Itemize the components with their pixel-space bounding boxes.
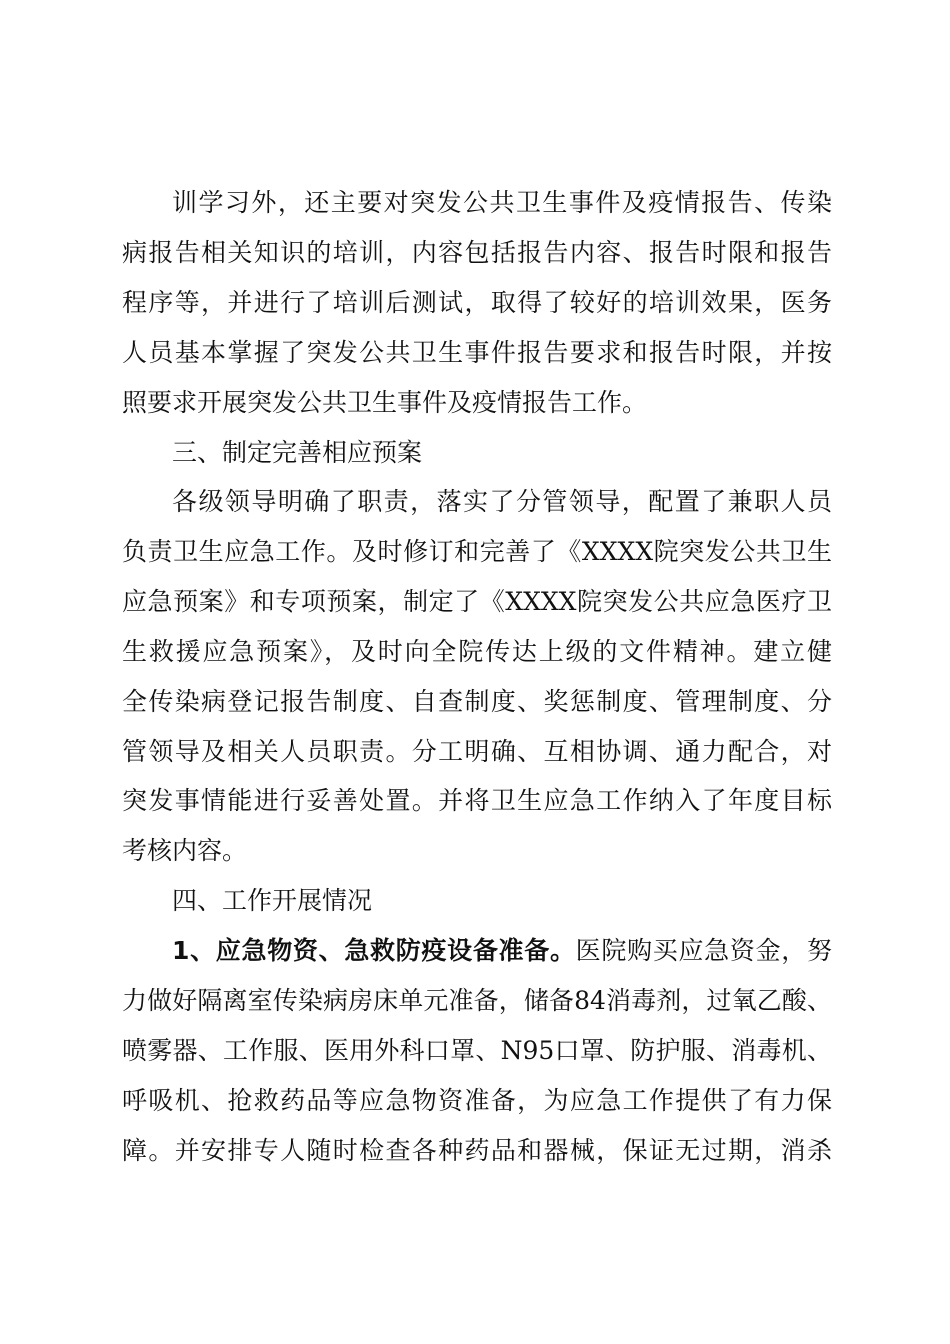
paragraph-line: 生救援应急预案》，及时向全院传达上级的文件精神。建立健: [122, 637, 832, 666]
paragraph-line: 各级领导明确了职责，落实了分管领导，配置了兼职人员: [172, 487, 832, 516]
paragraph-line: 呼吸机、抢救药品等应急物资准备，为应急工作提供了有力保: [122, 1086, 832, 1115]
paragraph-line: 喷雾器、工作服、医用外科口罩、N95口罩、防护服、消毒机、: [122, 1036, 832, 1065]
section-heading: 三、制定完善相应预案: [172, 438, 423, 467]
paragraph-line: 负责卫生应急工作。及时修订和完善了《XXXX院突发公共卫生: [122, 537, 832, 566]
bold-lead-text: 1、应急物资、急救防疫设备准备。: [172, 936, 576, 965]
paragraph-line: 训学习外，还主要对突发公共卫生事件及疫情报告、传染: [172, 188, 832, 217]
first-line-rest: 医院购买应急资金，努: [575, 936, 832, 965]
paragraph-line: 管领导及相关人员职责。分工明确、互相协调、通力配合，对: [122, 737, 832, 766]
paragraph-line: 障。并安排专人随时检查各种药品和器械，保证无过期，消杀: [122, 1136, 832, 1165]
section-heading: 四、工作开展情况: [172, 886, 373, 915]
paragraph-line: 病报告相关知识的培训，内容包括报告内容、报告时限和报告: [122, 238, 832, 267]
paragraph-first-line: [172, 931, 832, 971]
paragraph-line: 照要求开展突发公共卫生事件及疫情报告工作。: [122, 388, 648, 417]
paragraph-line: 程序等，并进行了培训后测试，取得了较好的培训效果，医务: [122, 288, 832, 317]
paragraph-line: 应急预案》和专项预案，制定了《XXXX院突发公共应急医疗卫: [122, 587, 832, 616]
paragraph-line: 全传染病登记报告制度、自查制度、奖惩制度、管理制度、分: [122, 687, 832, 716]
paragraph-line: 考核内容。: [122, 836, 248, 865]
paragraph-line: 力做好隔离室传染病房床单元准备，储备84消毒剂，过氧乙酸、: [122, 986, 832, 1015]
paragraph-line: 突发事情能进行妥善处置。并将卫生应急工作纳入了年度目标: [122, 786, 832, 815]
paragraph-line: 人员基本掌握了突发公共卫生事件报告要求和报告时限，并按: [122, 338, 832, 367]
